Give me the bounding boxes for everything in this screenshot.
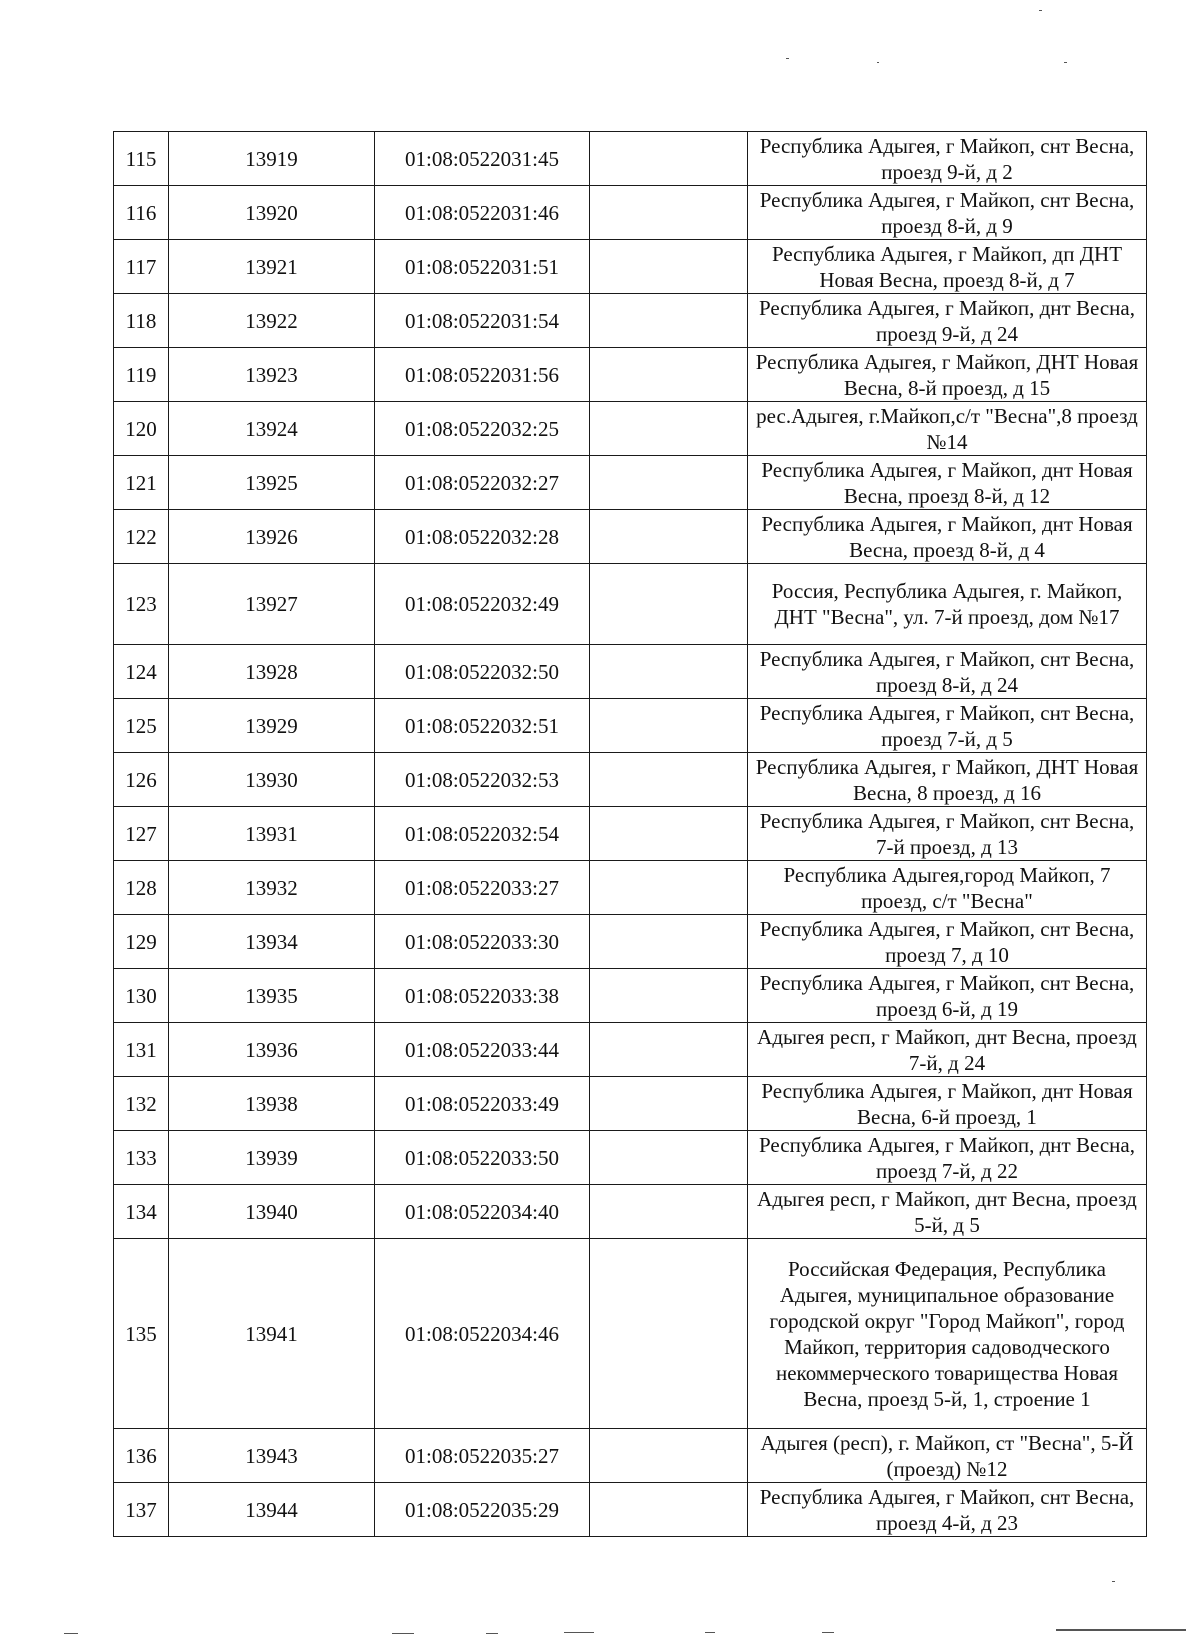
cadastral-number: 01:08:0522032:53 [375, 753, 590, 807]
record-id: 13944 [169, 1483, 375, 1537]
row-number: 127 [114, 807, 169, 861]
table-row [114, 510, 1147, 564]
cadastral-number: 01:08:0522032:50 [375, 645, 590, 699]
address: Республика Адыгея, г Майкоп, ДНТ Новая Весна, 8-й проезд, д 15 [748, 348, 1147, 402]
address: Республика Адыгея, г Майкоп, снт Весна, проезд 8-й, д 9 [748, 186, 1147, 240]
cadastral-number: 01:08:0522032:49 [375, 564, 590, 645]
cadastral-number: 01:08:0522032:54 [375, 807, 590, 861]
address: Республика Адыгея, г Майкоп, днт Весна, проезд 9-й, д 24 [748, 294, 1147, 348]
record-id: 13924 [169, 402, 375, 456]
record-id: 13921 [169, 240, 375, 294]
table-row [114, 402, 1147, 456]
record-id: 13932 [169, 861, 375, 915]
table-row [114, 564, 1147, 645]
record-id: 13938 [169, 1077, 375, 1131]
table-row [114, 753, 1147, 807]
table-row [114, 807, 1147, 861]
address: Россия, Республика Адыгея, г. Майкоп, ДНТ "Весна", ул. 7-й проезд, дом №17 [748, 564, 1147, 645]
empty-cell [590, 510, 748, 564]
empty-cell [590, 456, 748, 510]
cadastral-number: 01:08:0522031:45 [375, 132, 590, 186]
row-number: 128 [114, 861, 169, 915]
record-id: 13931 [169, 807, 375, 861]
table-row [114, 1131, 1147, 1185]
address: Республика Адыгея, г Майкоп, снт Весна, проезд 4-й, д 23 [748, 1483, 1147, 1537]
row-number: 122 [114, 510, 169, 564]
address: Республика Адыгея, г Майкоп, снт Весна, проезд 7, д 10 [748, 915, 1147, 969]
table-row [114, 645, 1147, 699]
empty-cell [590, 1131, 748, 1185]
record-id: 13922 [169, 294, 375, 348]
row-number: 137 [114, 1483, 169, 1537]
registry-table [113, 131, 1147, 1537]
cadastral-number: 01:08:0522032:25 [375, 402, 590, 456]
empty-cell [590, 1023, 748, 1077]
cadastral-number: 01:08:0522035:27 [375, 1429, 590, 1483]
empty-cell [590, 915, 748, 969]
record-id: 13923 [169, 348, 375, 402]
row-number: 131 [114, 1023, 169, 1077]
address: Республика Адыгея, г Майкоп, снт Весна, проезд 9-й, д 2 [748, 132, 1147, 186]
record-id: 13919 [169, 132, 375, 186]
cadastral-number: 01:08:0522032:27 [375, 456, 590, 510]
address: Республика Адыгея, г Майкоп, днт Новая Весна, проезд 8-й, д 12 [748, 456, 1147, 510]
cadastral-number: 01:08:0522033:50 [375, 1131, 590, 1185]
empty-cell [590, 1429, 748, 1483]
table-row [114, 1023, 1147, 1077]
empty-cell [590, 1239, 748, 1429]
address: Республика Адыгея, г Майкоп, ДНТ Новая Весна, 8 проезд, д 16 [748, 753, 1147, 807]
table-row [114, 699, 1147, 753]
row-number: 119 [114, 348, 169, 402]
row-number: 118 [114, 294, 169, 348]
cadastral-number: 01:08:0522034:40 [375, 1185, 590, 1239]
empty-cell [590, 645, 748, 699]
table-row [114, 294, 1147, 348]
empty-cell [590, 1185, 748, 1239]
table-row [114, 456, 1147, 510]
cadastral-number: 01:08:0522031:56 [375, 348, 590, 402]
row-number: 116 [114, 186, 169, 240]
row-number: 135 [114, 1239, 169, 1429]
table-row [114, 348, 1147, 402]
cadastral-number: 01:08:0522034:46 [375, 1239, 590, 1429]
row-number: 124 [114, 645, 169, 699]
table-row [114, 915, 1147, 969]
cadastral-number: 01:08:0522033:49 [375, 1077, 590, 1131]
row-number: 115 [114, 132, 169, 186]
table-row [114, 186, 1147, 240]
table-row [114, 132, 1147, 186]
row-number: 136 [114, 1429, 169, 1483]
record-id: 13934 [169, 915, 375, 969]
row-number: 126 [114, 753, 169, 807]
address: Республика Адыгея, г Майкоп, снт Весна, 7-й проезд, д 13 [748, 807, 1147, 861]
row-number: 129 [114, 915, 169, 969]
record-id: 13926 [169, 510, 375, 564]
row-number: 125 [114, 699, 169, 753]
address: Республика Адыгея, г Майкоп, дп ДНТ Новая Весна, проезд 8-й, д 7 [748, 240, 1147, 294]
cadastral-number: 01:08:0522033:30 [375, 915, 590, 969]
address: Республика Адыгея, г Майкоп, снт Весна, проезд 7-й, д 5 [748, 699, 1147, 753]
record-id: 13935 [169, 969, 375, 1023]
empty-cell [590, 861, 748, 915]
row-number: 132 [114, 1077, 169, 1131]
empty-cell [590, 186, 748, 240]
table-row [114, 969, 1147, 1023]
record-id: 13925 [169, 456, 375, 510]
row-number: 123 [114, 564, 169, 645]
address: Адыгея респ, г Майкоп, днт Весна, проезд 5-й, д 5 [748, 1185, 1147, 1239]
record-id: 13930 [169, 753, 375, 807]
row-number: 130 [114, 969, 169, 1023]
address: Республика Адыгея,город Майкоп, 7 проезд, с/т "Весна" [748, 861, 1147, 915]
record-id: 13939 [169, 1131, 375, 1185]
table-row [114, 1483, 1147, 1537]
table-row [114, 1239, 1147, 1429]
table-row [114, 240, 1147, 294]
address: Республика Адыгея, г Майкоп, днт Весна, проезд 7-й, д 22 [748, 1131, 1147, 1185]
cadastral-number: 01:08:0522031:54 [375, 294, 590, 348]
table-row [114, 1077, 1147, 1131]
empty-cell [590, 402, 748, 456]
empty-cell [590, 1077, 748, 1131]
table-row [114, 1185, 1147, 1239]
address: Адыгея респ, г Майкоп, днт Весна, проезд 7-й, д 24 [748, 1023, 1147, 1077]
record-id: 13928 [169, 645, 375, 699]
empty-cell [590, 564, 748, 645]
record-id: 13943 [169, 1429, 375, 1483]
record-id: 13927 [169, 564, 375, 645]
cadastral-number: 01:08:0522033:27 [375, 861, 590, 915]
cadastral-number: 01:08:0522031:51 [375, 240, 590, 294]
row-number: 117 [114, 240, 169, 294]
address: Российская Федерация, Республика Адыгея, муниципальное образование городской округ "Город Майкоп", город Майкоп, территория садоводческого некоммерческого товарищества Новая Весна, проезд 5-й, 1, строение 1 [748, 1239, 1147, 1429]
empty-cell [590, 1483, 748, 1537]
row-number: 121 [114, 456, 169, 510]
empty-cell [590, 969, 748, 1023]
registry-table-body [114, 132, 1147, 1537]
empty-cell [590, 132, 748, 186]
empty-cell [590, 348, 748, 402]
empty-cell [590, 753, 748, 807]
empty-cell [590, 294, 748, 348]
cadastral-number: 01:08:0522031:46 [375, 186, 590, 240]
record-id: 13929 [169, 699, 375, 753]
cadastral-number: 01:08:0522033:44 [375, 1023, 590, 1077]
record-id: 13940 [169, 1185, 375, 1239]
row-number: 120 [114, 402, 169, 456]
address: Республика Адыгея, г Майкоп, снт Весна, проезд 6-й, д 19 [748, 969, 1147, 1023]
cadastral-number: 01:08:0522033:38 [375, 969, 590, 1023]
cadastral-number: 01:08:0522035:29 [375, 1483, 590, 1537]
record-id: 13920 [169, 186, 375, 240]
empty-cell [590, 240, 748, 294]
row-number: 134 [114, 1185, 169, 1239]
address: Адыгея (респ), г. Майкоп, ст "Весна", 5-Й (проезд) №12 [748, 1429, 1147, 1483]
address: рес.Адыгея, г.Майкоп,с/т "Весна",8 проезд №14 [748, 402, 1147, 456]
record-id: 13936 [169, 1023, 375, 1077]
cadastral-number: 01:08:0522032:28 [375, 510, 590, 564]
table-row [114, 861, 1147, 915]
address: Республика Адыгея, г Майкоп, днт Новая Весна, проезд 8-й, д 4 [748, 510, 1147, 564]
address: Республика Адыгея, г Майкоп, днт Новая Весна, 6-й проезд, 1 [748, 1077, 1147, 1131]
address: Республика Адыгея, г Майкоп, снт Весна, проезд 8-й, д 24 [748, 645, 1147, 699]
row-number: 133 [114, 1131, 169, 1185]
record-id: 13941 [169, 1239, 375, 1429]
table-row [114, 1429, 1147, 1483]
empty-cell [590, 699, 748, 753]
cadastral-number: 01:08:0522032:51 [375, 699, 590, 753]
empty-cell [590, 807, 748, 861]
